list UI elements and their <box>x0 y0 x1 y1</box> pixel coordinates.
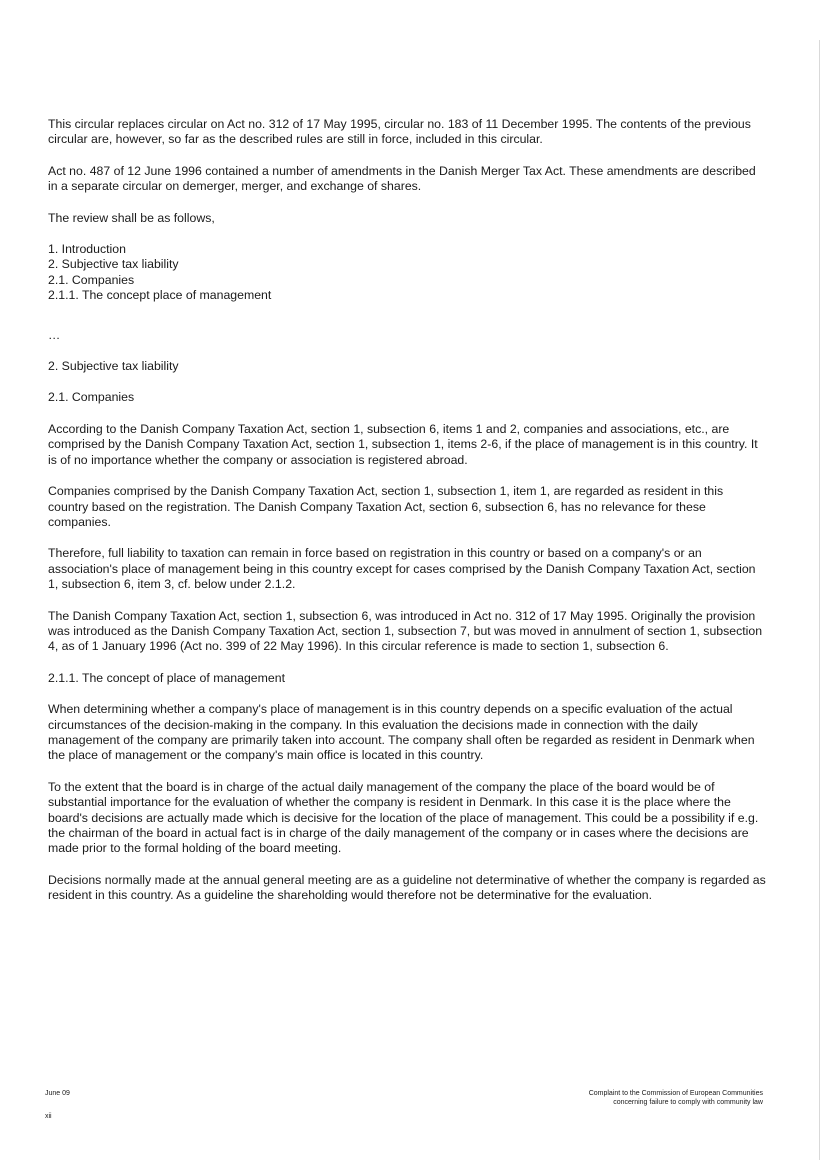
footer-line: concerning failure to comply with community law <box>613 1099 763 1106</box>
paragraph-history: The Danish Company Taxation Act, section 1, subsection 6, was introduced in Act no. 312 of 17 May 1995. Originally the provision was introduced as the Danish Company Taxation Act, section 1, subsection 7, but was moved in annulment of section 1, subsection 4, as of 1 January 1996 (Act no. 399 of 22 May 1996). In this circular reference is made to section 1, subsection 6. <box>48 608 763 654</box>
table-of-contents <box>48 242 766 304</box>
footer-complaint-note <box>589 1089 763 1107</box>
section-heading-companies: 2.1. Companies <box>48 390 135 405</box>
paragraph-board: To the extent that the board is in charge of the actual daily management of the company the place of the board would be of substantial importance for the evaluation of whether the company is resident in Denmark. In this case it is the place where the board's decisions are actually made which is decisive for the location of the place of management. This could be a possibility if e.g. the chairman of the board in actual fact is in charge of the daily management of the company or in cases where the decisions are made prior to the formal holding of the board meeting. <box>48 779 759 856</box>
section-heading-subjective-tax-liability: 2. Subjective tax liability <box>48 359 179 374</box>
paragraph-full-liability: Therefore, full liability to taxation can remain in force based on registration in this country or based on a company's or an association's place of management being in this country except for cases comprised by the Danish Company Taxation Act, section 1, subsection 6, item 3, cf. below under 2.1.2. <box>48 546 756 592</box>
toc-item: 1. Introduction <box>48 242 126 257</box>
document-body <box>48 117 766 920</box>
toc-item: 2. Subjective tax liability <box>48 257 179 272</box>
paragraph-registration: Companies comprised by the Danish Company Taxation Act, section 1, subsection 1, item 1, are regarded as resident in this country based on the registration. The Danish Company Taxation Act, section 6, subsection 6, has no relevance for these companies. <box>48 484 724 529</box>
footer-date: June 09 <box>45 1090 70 1097</box>
toc-item: 2.1.1. The concept place of management <box>48 288 272 303</box>
page-number: xii <box>45 1113 52 1120</box>
section-heading-place-of-management: 2.1.1. The concept of place of management <box>48 670 285 685</box>
toc-item: 2.1. Companies <box>48 272 135 287</box>
page-edge-line <box>819 40 820 1160</box>
paragraph-general-meeting: Decisions normally made at the annual general meeting are as a guideline not determinative of whether the company is regarded as resident in this country. As a guideline the shareholding would therefore not be determinative for the evaluation. <box>48 872 766 903</box>
paragraph-determining: When determining whether a company's place of management is in this country depends on a specific evaluation of the actual circumstances of the decision-making in the company. In this evaluation the decisions made in connection with the daily management of the company are primarily taken into account. The company shall often be regarded as resident in Denmark when the place of management or the company's main office is located in this country. <box>48 702 755 763</box>
paragraph-amendments: Act no. 487 of 12 June 1996 contained a number of amendments in the Danish Merger Tax Act. These amendments are described in a separate circular on demerger, merger, and exchange of shares. <box>48 163 756 194</box>
ellipsis: … <box>48 327 61 342</box>
paragraph-intro: This circular replaces circular on Act no. 312 of 17 May 1995, circular no. 183 of 11 December 1995. The contents of the previous circular are, however, so far as the described rules are still in force, included in this circular. <box>48 117 751 147</box>
footer-line: Complaint to the Commission of European Communities <box>588 1090 763 1097</box>
paragraph-review: The review shall be as follows, <box>48 210 215 225</box>
paragraph-section-1-6: According to the Danish Company Taxation Act, section 1, subsection 6, items 1 and 2, companies and associations, etc., are comprised by the Danish Company Taxation Act, section 1, subsection 1, items 2-6, if the place of management is in this country. It is of no importance whether the company or association is registered abroad. <box>48 421 758 467</box>
